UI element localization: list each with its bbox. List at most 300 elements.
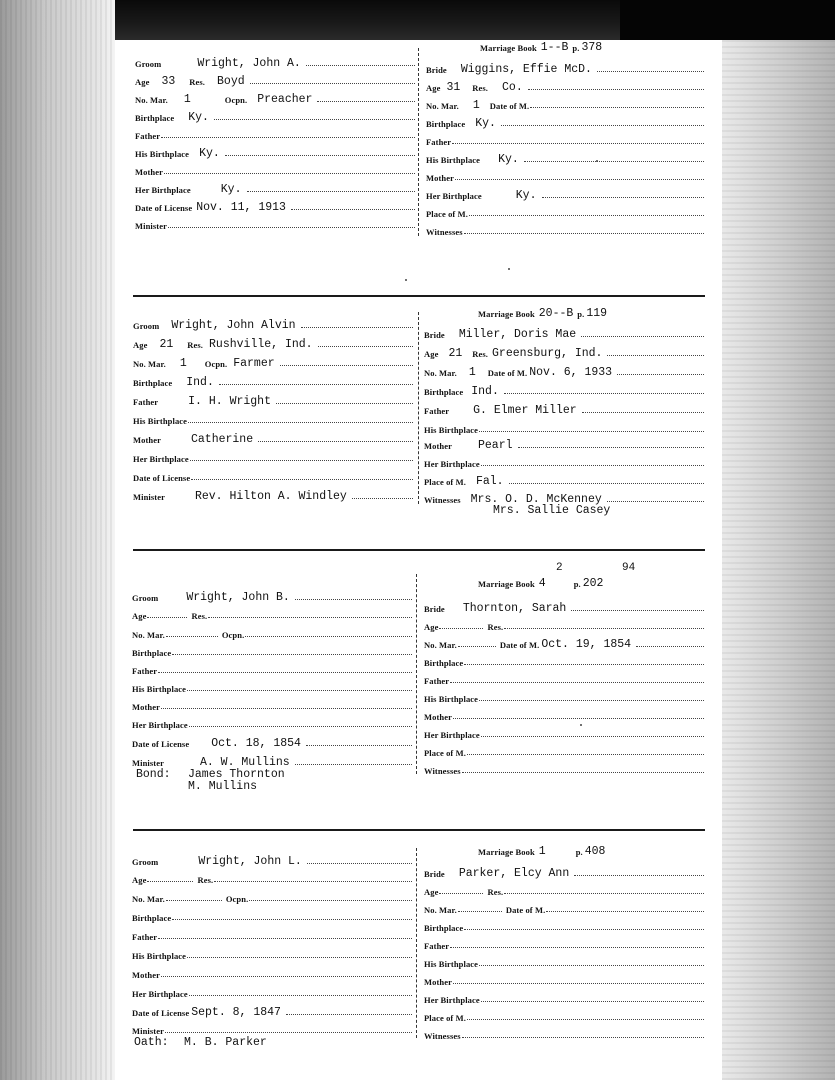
age-label: Age (132, 875, 147, 885)
her-birthplace-label: Her Birthplace (424, 459, 480, 469)
date-of-m-value: Oct. 19, 1854 (541, 638, 632, 651)
groom-res-value: Rushville, Ind. (209, 338, 313, 351)
marriage-book-value: 20--B (538, 307, 574, 320)
father-label: Father (424, 676, 450, 686)
dotted-line (189, 725, 412, 727)
groom-birthplace-row (132, 906, 412, 923)
minister-label: Minister (132, 758, 164, 768)
dotted-line (189, 994, 412, 996)
groom-father-row (135, 124, 415, 141)
age-label: Age (424, 349, 439, 359)
record-divider (133, 829, 705, 831)
father-label: Father (135, 131, 161, 141)
mother-label: Mother (132, 702, 160, 712)
groom-age-row (132, 868, 412, 885)
minister-row (132, 751, 412, 768)
his-birthplace-label: His Birthplace (132, 684, 187, 694)
mother-label: Mother (424, 712, 452, 722)
bride-her-birthplace-row (424, 988, 704, 1005)
groom-res-value: Boyd (217, 75, 245, 88)
dotted-line (528, 88, 704, 90)
groom-nomar-row (133, 352, 413, 369)
groom-his-birthplace-row (132, 944, 412, 961)
bride-age-row (424, 615, 704, 632)
date-of-license-row (133, 466, 413, 483)
his-birthplace-label: His Birthplace (424, 694, 479, 704)
dotted-line (574, 874, 704, 876)
dotted-line (455, 178, 704, 180)
her-birthplace-label: Her Birthplace (424, 730, 480, 740)
place-of-m-row (424, 741, 704, 758)
bride-her-birthplace-row (424, 723, 704, 740)
bride-value: Thornton, Sarah (462, 602, 567, 615)
groom-his-birthplace-row (133, 409, 413, 426)
minister-label: Minister (135, 221, 167, 231)
groom-nomar-row (135, 88, 415, 105)
date-of-license-value: Oct. 18, 1854 (211, 737, 301, 750)
dotted-line (469, 214, 704, 216)
date-of-license-label: Date of License (135, 203, 193, 213)
no-mar-label: No. Mar. (424, 905, 457, 915)
dotted-line (636, 645, 704, 647)
groom-birthplace-row (132, 641, 412, 658)
place-of-m-row (426, 202, 704, 219)
groom-her-birthplace-row (135, 178, 415, 195)
dotted-line (479, 964, 704, 966)
marriage-book-label: Marriage Book (478, 309, 535, 319)
bride-row (424, 597, 704, 614)
res-label: Res. (189, 77, 206, 87)
no-mar-label: No. Mar. (132, 894, 165, 904)
groom-his-birthplace-row (135, 142, 415, 159)
scan-speck (405, 279, 407, 281)
dotted-line (250, 82, 415, 84)
date-of-m-label: Date of M. (487, 368, 528, 378)
his-birthplace-label: His Birthplace (426, 155, 481, 165)
dotted-line (214, 880, 412, 882)
bride-age-row (424, 880, 704, 897)
dotted-line (518, 446, 705, 448)
dotted-line (168, 226, 415, 228)
dotted-line (249, 899, 412, 901)
bride-label: Bride (426, 65, 447, 75)
bride-his-birthplace-row (424, 418, 704, 435)
birthplace-label: Birthplace (424, 923, 464, 933)
bride-mother-value: Pearl (477, 439, 513, 452)
dotted-line (450, 681, 704, 683)
record-divider (133, 549, 705, 551)
dotted-line (453, 717, 704, 719)
record-divider (133, 295, 705, 297)
groom-father-row (133, 390, 413, 407)
dotted-line (479, 699, 704, 701)
page-value: 202 (582, 577, 604, 590)
birthplace-label: Birthplace (135, 113, 175, 123)
dotted-line (452, 142, 704, 144)
page-label: p. (577, 309, 585, 319)
groom-mother-value: Catherine (190, 433, 254, 446)
scan-speck (508, 268, 510, 270)
marriage-book-ref (478, 844, 609, 857)
groom-label: Groom (132, 593, 159, 603)
mother-label: Mother (135, 167, 163, 177)
witnesses-row (426, 220, 704, 237)
marriage-book-ref (480, 40, 606, 53)
age-label: Age (132, 611, 147, 621)
age-label: Age (133, 340, 148, 350)
age-label: Age (426, 83, 441, 93)
bride-row (424, 323, 704, 340)
dotted-line (542, 196, 705, 198)
res-label: Res. (191, 611, 208, 621)
groom-her-birthplace-row (133, 447, 413, 464)
groom-age-value: 33 (161, 75, 176, 88)
book-superscript: 2 (556, 562, 563, 574)
age-label: Age (135, 77, 150, 87)
dotted-line (166, 635, 218, 637)
dotted-line (439, 627, 483, 629)
marriage-book-ref (478, 576, 607, 589)
dotted-line (481, 735, 704, 737)
dotted-line (464, 663, 704, 665)
groom-row (132, 850, 412, 867)
dotted-line (307, 862, 412, 864)
dotted-line (607, 354, 704, 356)
marriage-book-value: 4 (538, 577, 546, 590)
dotted-line (481, 1000, 704, 1002)
date-of-license-value: Nov. 11, 1913 (196, 201, 286, 214)
marriage-book-value: 1--B (540, 41, 569, 54)
date-of-license-row (135, 196, 415, 213)
marriage-book-value: 1 (538, 845, 546, 858)
witnesses-label: Witnesses (426, 227, 463, 237)
bride-father-row (426, 130, 704, 147)
groom-his-birthplace-row (132, 677, 412, 694)
mother-label: Mother (424, 977, 452, 987)
dotted-line (258, 440, 413, 442)
minister-row (133, 485, 413, 502)
dotted-line (295, 763, 412, 765)
dotted-line (530, 106, 704, 108)
page-label: p. (572, 43, 580, 53)
bride-label: Bride (424, 330, 445, 340)
dotted-line (306, 744, 412, 746)
mother-label: Mother (133, 435, 161, 445)
bride-birthplace-row (424, 651, 704, 668)
place-of-m-row (424, 1006, 704, 1023)
dotted-line (158, 671, 412, 673)
father-label: Father (132, 932, 158, 942)
dotted-line (458, 910, 502, 912)
bride-no-mar-value: 1 (472, 99, 480, 112)
groom-nomar-row (132, 887, 412, 904)
minister-label: Minister (133, 492, 165, 502)
his-birthplace-label: His Birthplace (424, 425, 479, 435)
age-label: Age (424, 622, 439, 632)
dotted-line (582, 411, 704, 413)
dotted-line (245, 635, 412, 637)
groom-her-birthplace-row (132, 713, 412, 730)
scan-speck (596, 160, 598, 162)
groom-birthplace-row (133, 371, 413, 388)
no-mar-label: No. Mar. (424, 640, 457, 650)
groom-ocpn-value: Preacher (257, 93, 313, 106)
groom-value: Wright, John A. (197, 57, 301, 70)
dotted-line (161, 707, 412, 709)
bride-nomar-row (424, 361, 704, 378)
res-label: Res. (472, 83, 489, 93)
dotted-line (464, 928, 704, 930)
bride-birthplace-value: Ky. (475, 117, 496, 130)
date-of-license-row (132, 732, 412, 749)
groom-mother-row (132, 695, 412, 712)
groom-mother-row (133, 428, 413, 445)
place-of-m-label: Place of M. (424, 477, 466, 487)
dotted-line (458, 645, 496, 647)
dotted-line (147, 616, 187, 618)
dotted-line (439, 892, 483, 894)
no-mar-label: No. Mar. (133, 359, 166, 369)
dotted-line (158, 937, 412, 939)
dotted-line (479, 430, 704, 432)
page-value: 408 (584, 845, 606, 858)
oath-label: Oath: (134, 1036, 169, 1049)
father-label: Father (424, 941, 450, 951)
bride-his-birthplace-row (424, 687, 704, 704)
her-birthplace-label: Her Birthplace (132, 720, 188, 730)
bride-her-birthplace-row (424, 452, 704, 469)
bride-age-value: 21 (448, 347, 463, 360)
birthplace-label: Birthplace (132, 913, 172, 923)
dotted-line (225, 154, 415, 156)
dotted-line (467, 753, 704, 755)
dotted-line (597, 70, 704, 72)
no-mar-label: No. Mar. (426, 101, 459, 111)
dotted-line (219, 383, 413, 385)
witnesses-row (424, 1024, 704, 1041)
groom-label: Groom (135, 59, 162, 69)
bride-row (426, 58, 704, 75)
groom-father-row (132, 659, 412, 676)
bride-father-row (424, 399, 704, 416)
bride-her-birthplace-row (426, 184, 704, 201)
dotted-line (286, 1013, 412, 1015)
place-of-m-label: Place of M. (424, 748, 466, 758)
marriage-book-label: Marriage Book (480, 43, 537, 53)
minister-value: Rev. Hilton A. Windley (194, 490, 347, 503)
bride-mother-row (424, 434, 704, 451)
scan-speck (580, 724, 582, 726)
his-birthplace-label: His Birthplace (133, 416, 188, 426)
dotted-line (501, 124, 704, 126)
his-birthplace-value: Ky. (498, 153, 519, 166)
dotted-line (317, 100, 415, 102)
date-of-license-label: Date of License (133, 473, 191, 483)
dotted-line (504, 627, 704, 629)
bride-birthplace-value: Ind. (471, 385, 499, 398)
place-of-m-label: Place of M. (426, 209, 468, 219)
page-superscript: 94 (622, 562, 636, 574)
dotted-line (481, 464, 704, 466)
dotted-line (188, 421, 413, 423)
bride-res-value: Greensburg, Ind. (492, 347, 603, 360)
dotted-line (546, 910, 704, 912)
bride-res-value: Co. (502, 81, 523, 94)
groom-row (132, 586, 412, 603)
father-label: Father (133, 397, 159, 407)
oath-value: M. B. Parker (184, 1036, 267, 1049)
mother-label: Mother (424, 441, 452, 451)
dotted-line (187, 689, 412, 691)
date-of-license-label: Date of License (132, 739, 190, 749)
res-label: Res. (487, 887, 504, 897)
date-of-m-label: Date of M. (489, 101, 530, 111)
marriage-book-ref (478, 306, 611, 319)
groom-birthplace-value: Ind. (186, 376, 214, 389)
dotted-line (571, 609, 704, 611)
minister-row (135, 214, 415, 231)
bride-mother-row (424, 970, 704, 987)
ocpn-label: Ocpn. (221, 630, 245, 640)
no-mar-label: No. Mar. (135, 95, 168, 105)
bride-mother-row (424, 705, 704, 722)
dotted-line (453, 982, 704, 984)
groom-label: Groom (133, 321, 160, 331)
her-birthplace-value: Ky. (220, 183, 242, 196)
place-of-m-row (424, 470, 704, 487)
dotted-line (187, 956, 412, 958)
bride-his-birthplace-row (424, 952, 704, 969)
no-mar-label: No. Mar. (132, 630, 165, 640)
ocpn-label: Ocpn. (225, 894, 249, 904)
page-value: 119 (586, 307, 608, 320)
ocpn-label: Ocpn. (224, 95, 248, 105)
groom-row (133, 314, 413, 331)
groom-mother-row (132, 963, 412, 980)
bride-his-birthplace-row (426, 148, 704, 165)
bride-age-row (424, 342, 704, 359)
place-of-m-value: Fal. (475, 475, 504, 488)
witnesses-label: Witnesses (424, 766, 461, 776)
her-birthplace-label: Her Birthplace (426, 191, 482, 201)
minister-label: Minister (132, 1026, 164, 1036)
dotted-line (161, 136, 415, 138)
dotted-line (214, 118, 415, 120)
age-label: Age (424, 887, 439, 897)
dotted-line (172, 918, 412, 920)
father-label: Father (424, 406, 450, 416)
birthplace-label: Birthplace (133, 378, 173, 388)
dotted-line (306, 64, 415, 66)
bride-age-value: 31 (446, 81, 461, 94)
groom-no-mar-value: 1 (179, 357, 187, 370)
bride-birthplace-row (424, 380, 704, 397)
minister-row (132, 1019, 412, 1036)
column-separator (416, 848, 418, 1038)
groom-father-row (132, 925, 412, 942)
res-label: Res. (197, 875, 214, 885)
bride-label: Bride (424, 869, 445, 879)
groom-her-birthplace-row (132, 982, 412, 999)
column-separator (418, 312, 420, 504)
birthplace-label: Birthplace (424, 658, 464, 668)
dotted-line (247, 190, 416, 192)
groom-ocpn-value: Farmer (233, 357, 275, 370)
no-mar-label: No. Mar. (424, 368, 457, 378)
bride-age-row (426, 76, 704, 93)
groom-mother-row (135, 160, 415, 177)
bride-nomar-row (424, 633, 704, 650)
dotted-line (172, 653, 412, 655)
dotted-line (504, 392, 704, 394)
witnesses-label: Witnesses (424, 1031, 461, 1041)
her-birthplace-label: Her Birthplace (133, 454, 189, 464)
bride-label: Bride (424, 604, 445, 614)
bride-value: Miller, Doris Mae (458, 328, 577, 341)
column-separator (416, 574, 418, 774)
dotted-line (208, 616, 412, 618)
groom-birthplace-row (135, 106, 415, 123)
column-separator (418, 48, 420, 236)
bride-father-row (424, 934, 704, 951)
witnesses-second-line: Mrs. Sallie Casey (493, 504, 611, 517)
her-birthplace-label: Her Birthplace (132, 989, 188, 999)
dotted-line (504, 892, 704, 894)
bride-row (424, 862, 704, 879)
birthplace-label: Birthplace (132, 648, 172, 658)
her-birthplace-value: Ky. (515, 189, 537, 202)
bride-father-row (424, 669, 704, 686)
father-label: Father (426, 137, 452, 147)
father-label: Father (132, 666, 158, 676)
dotted-line (147, 880, 193, 882)
date-of-license-label: Date of License (132, 1008, 190, 1018)
bond-line-2: M. Mullins (188, 780, 258, 793)
dotted-line (462, 1036, 704, 1038)
date-of-m-label: Date of M. (505, 905, 546, 915)
bond-label: Bond: (136, 768, 171, 781)
dotted-line (291, 208, 415, 210)
groom-label: Groom (132, 857, 159, 867)
scan-border-left (0, 0, 115, 1080)
witnesses-row (424, 759, 704, 776)
his-birthplace-label: His Birthplace (132, 951, 187, 961)
dotted-line (161, 975, 412, 977)
minister-value: A. W. Mullins (199, 756, 290, 769)
dotted-line (464, 232, 704, 234)
bond-line-1: James Thornton (188, 768, 285, 781)
his-birthplace-label: His Birthplace (424, 959, 479, 969)
groom-birthplace-value: Ky. (188, 111, 209, 124)
dotted-line (617, 373, 704, 375)
dotted-line (450, 946, 704, 948)
date-of-m-value: Nov. 6, 1933 (529, 366, 613, 379)
marriage-book-label: Marriage Book (478, 847, 535, 857)
marriage-book-label: Marriage Book (478, 579, 535, 589)
dotted-line (524, 160, 704, 162)
page-label: p. (575, 847, 583, 857)
witnesses-row (424, 488, 704, 505)
dotted-line (352, 497, 413, 499)
groom-value: Wright, John Alvin (171, 319, 296, 332)
date-of-m-label: Date of M. (499, 640, 540, 650)
groom-age-row (132, 604, 412, 621)
bride-father-value: G. Elmer Miller (473, 404, 577, 417)
groom-age-row (133, 333, 413, 350)
dotted-line (164, 172, 415, 174)
groom-value: Wright, John B. (186, 591, 290, 604)
mother-label: Mother (132, 970, 160, 980)
